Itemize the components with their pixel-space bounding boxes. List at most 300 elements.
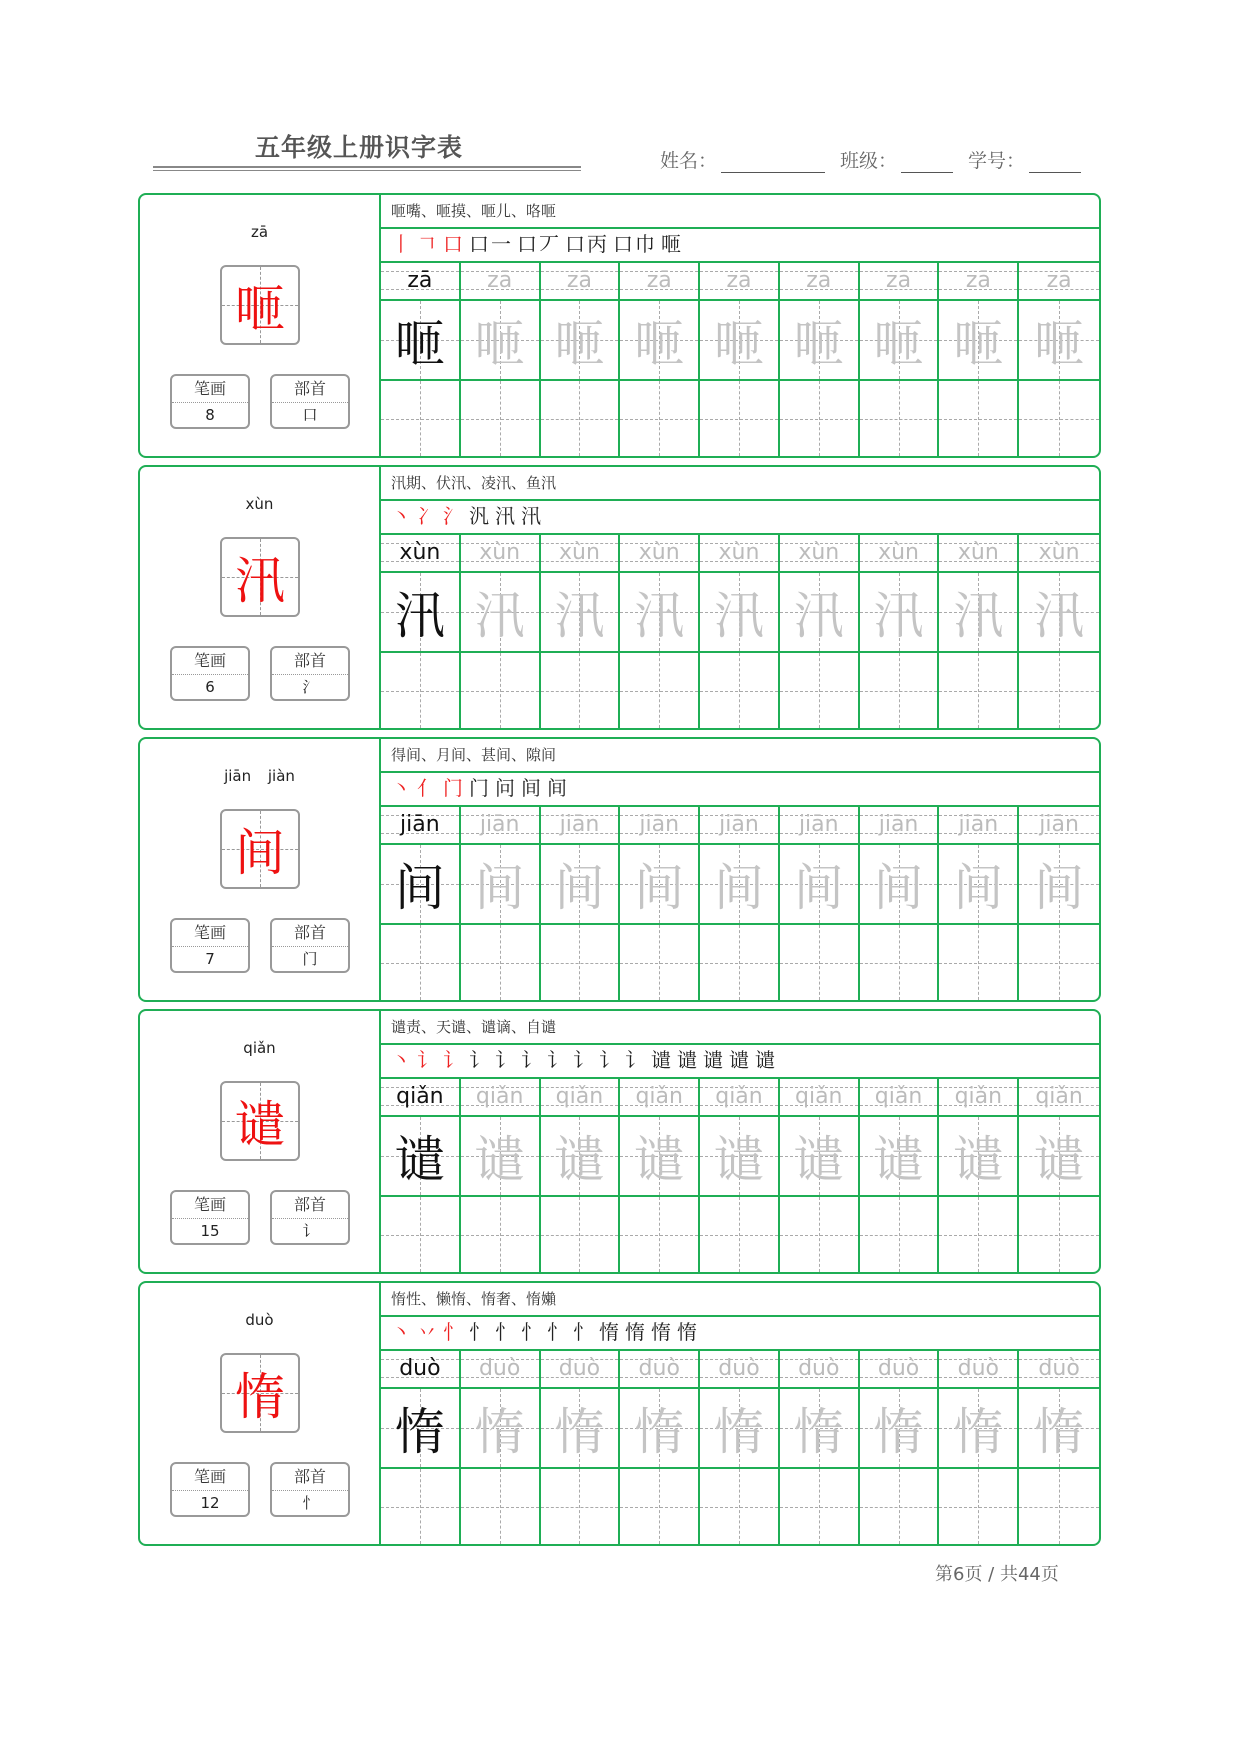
stroke-step: 亻 (417, 776, 439, 800)
radical-box (270, 374, 350, 429)
main-char: 间 (235, 824, 285, 882)
trace-char: 间 (394, 859, 445, 917)
radical-box (270, 918, 350, 973)
trace-char: 间 (634, 859, 685, 917)
trace-char: 间 (873, 859, 924, 917)
stroke-count-value: 15 (200, 1222, 220, 1240)
trace-char: 咂 (474, 315, 525, 373)
practice-cell[interactable] (381, 381, 461, 456)
trace-cell (1019, 573, 1099, 653)
pinyin-cell (860, 261, 940, 301)
trace-cell (860, 301, 940, 381)
trace-cell (381, 1389, 461, 1469)
pinyin-text: duò (478, 1355, 521, 1381)
stroke-step: 谴 (677, 1048, 699, 1072)
practice-cell[interactable] (780, 1469, 860, 1544)
stroke-step: 问 (495, 776, 517, 800)
stroke-count-value: 8 (205, 406, 215, 424)
trace-cell (860, 845, 940, 925)
practice-cell[interactable] (541, 925, 621, 1000)
trace-char: 咂 (554, 315, 605, 373)
trace-cell (541, 1389, 621, 1469)
stroke-step: 间 (547, 776, 569, 800)
stroke-step: 讠 (469, 1048, 491, 1072)
trace-char: 汛 (713, 587, 764, 645)
stroke-step: 讠 (599, 1048, 621, 1072)
stroke-step: 口丙 (565, 232, 609, 256)
practice-cell[interactable] (1019, 1469, 1099, 1544)
stroke-order (381, 1315, 1099, 1351)
stroke-order (381, 499, 1099, 535)
radical-value: 氵 (302, 678, 318, 696)
stroke-order (381, 227, 1099, 263)
char-info-panel (140, 1283, 381, 1544)
main-char: 咂 (235, 280, 285, 338)
trace-char: 谴 (873, 1131, 924, 1189)
char-info-panel (140, 1011, 381, 1272)
stroke-step: 惰 (651, 1320, 673, 1344)
practice-cell[interactable] (620, 1469, 700, 1544)
pinyin-cell (860, 805, 940, 845)
name-blank[interactable] (721, 152, 825, 173)
stroke-count-value: 6 (205, 678, 215, 696)
stroke-step: 讠 (573, 1048, 595, 1072)
pinyin-cell (1019, 1077, 1099, 1117)
practice-cell[interactable] (541, 653, 621, 728)
practice-cell[interactable] (461, 1469, 541, 1544)
stroke-count-box (170, 918, 250, 973)
trace-cell (620, 573, 700, 653)
stroke-step: 丷 (417, 1320, 439, 1344)
stroke-step: 忄 (521, 1320, 543, 1344)
pinyin-cell (620, 261, 700, 301)
trace-cell (541, 845, 621, 925)
trace-char: 咂 (713, 315, 764, 373)
trace-char: 谴 (554, 1131, 605, 1189)
stroke-step: 丶 (391, 504, 413, 528)
trace-cell (700, 573, 780, 653)
pinyin-cell (939, 1349, 1019, 1389)
pinyin-cell (780, 1349, 860, 1389)
practice-cell[interactable] (700, 1469, 780, 1544)
trace-char: 间 (713, 859, 764, 917)
practice-cell[interactable] (1019, 381, 1099, 456)
pinyin-cell (939, 261, 1019, 301)
pinyin-cell (860, 1349, 940, 1389)
practice-cell[interactable] (860, 1469, 940, 1544)
trace-cell (939, 301, 1019, 381)
trace-cell (620, 301, 700, 381)
pinyin-text: jiān (1039, 811, 1079, 837)
trace-char: 惰 (474, 1403, 525, 1461)
trace-cell (1019, 301, 1099, 381)
example-words: 汛期、伏汛、凌汛、鱼汛 (381, 467, 1099, 501)
stroke-step: 汛 (521, 504, 543, 528)
practice-cell[interactable] (541, 1469, 621, 1544)
trace-cell (461, 845, 541, 925)
stroke-count-value: 7 (205, 950, 215, 968)
trace-cell (700, 301, 780, 381)
practice-cell[interactable] (381, 653, 461, 728)
pinyin-text: zā (407, 267, 433, 293)
practice-cell[interactable] (381, 1469, 461, 1544)
char-pinyin: zā (250, 223, 269, 241)
trace-cell (780, 1117, 860, 1197)
stroke-step: 口 (443, 232, 465, 256)
pinyin-text: duò (638, 1355, 680, 1381)
practice-cell[interactable] (700, 925, 780, 1000)
stroke-step: 𠃍 (417, 232, 439, 256)
trace-char: 惰 (953, 1403, 1004, 1461)
trace-char: 咂 (634, 315, 685, 373)
trace-char: 谴 (394, 1131, 445, 1189)
pinyin-cell (780, 533, 860, 573)
stroke-step: 丨 (391, 232, 413, 256)
pinyin-text: jiān (639, 811, 680, 837)
pinyin-text: xùn (558, 539, 600, 565)
practice-cell[interactable] (461, 925, 541, 1000)
pinyin-cell (381, 261, 461, 301)
stroke-step: 惰 (677, 1320, 699, 1344)
pinyin-text: zā (1046, 267, 1072, 293)
trace-cell (620, 1117, 700, 1197)
stroke-count-box (170, 374, 250, 429)
stroke-step: 忄 (495, 1320, 517, 1344)
pinyin-text: zā (487, 267, 513, 293)
stroke-step: 咂 (661, 232, 683, 256)
pinyin-text: duò (798, 1355, 840, 1381)
trace-char: 惰 (873, 1403, 924, 1461)
trace-cell (1019, 1389, 1099, 1469)
example-words: 惰性、懒惰、惰奢、惰嬾 (381, 1283, 1099, 1317)
character-card (138, 737, 1101, 1002)
trace-char: 谴 (1034, 1131, 1085, 1189)
trace-cell (381, 1117, 461, 1197)
pinyin-cell (780, 805, 860, 845)
main-char: 惰 (235, 1368, 285, 1426)
practice-panel (381, 1011, 1099, 1272)
practice-cell[interactable] (860, 1197, 940, 1272)
trace-cell (860, 1117, 940, 1197)
id-blank[interactable] (1029, 152, 1081, 173)
pinyin-cell (860, 1077, 940, 1117)
stroke-count-label: 笔画 (172, 648, 248, 675)
stroke-step: 门 (443, 776, 465, 800)
trace-cell (700, 845, 780, 925)
stroke-step: 惰 (625, 1320, 647, 1344)
stroke-step: 讠 (521, 1048, 543, 1072)
pinyin-text: zā (886, 267, 912, 293)
char-pinyin: duò (245, 1311, 274, 1329)
example-words: 谴责、天谴、谴谪、自谴 (381, 1011, 1099, 1045)
id-label: 学号： (968, 150, 1026, 172)
pinyin-text: duò (1038, 1355, 1080, 1381)
char-box (220, 265, 300, 345)
main-char: 汛 (235, 552, 285, 610)
pinyin-text: qiǎn (795, 1083, 843, 1109)
title-underline-thin (153, 170, 581, 171)
stroke-step: 口巾 (613, 232, 657, 256)
practice-cell[interactable] (1019, 925, 1099, 1000)
stroke-step: 门 (469, 776, 491, 800)
trace-cell (939, 1389, 1019, 1469)
trace-char: 汛 (634, 587, 685, 645)
pinyin-cell (381, 1349, 461, 1389)
practice-cell[interactable] (700, 381, 780, 456)
practice-cell[interactable] (700, 1197, 780, 1272)
trace-cell (780, 301, 860, 381)
stroke-step: 汎 (469, 504, 491, 528)
stroke-count-label: 笔画 (172, 920, 248, 947)
pinyin-text: jiān (559, 811, 600, 837)
trace-char: 咂 (394, 315, 445, 373)
radical-label: 部首 (272, 1464, 348, 1491)
practice-cell[interactable] (860, 381, 940, 456)
practice-cell[interactable] (1019, 653, 1099, 728)
practice-grid (381, 1349, 1099, 1544)
stroke-step: 谴 (729, 1048, 751, 1072)
practice-cell[interactable] (461, 1197, 541, 1272)
trace-char: 汛 (953, 587, 1004, 645)
stroke-step: 谴 (651, 1048, 673, 1072)
pinyin-cell (700, 533, 780, 573)
trace-char: 咂 (953, 315, 1004, 373)
pinyin-cell (1019, 533, 1099, 573)
pinyin-cell (541, 261, 621, 301)
practice-cell[interactable] (620, 925, 700, 1000)
practice-cell[interactable] (541, 1197, 621, 1272)
pinyin-cell (381, 1077, 461, 1117)
pinyin-cell (939, 1077, 1019, 1117)
trace-char: 惰 (394, 1403, 445, 1461)
stroke-step: 忄 (443, 1320, 465, 1344)
practice-grid (381, 805, 1099, 1000)
pinyin-cell (700, 1077, 780, 1117)
pinyin-text: zā (726, 267, 752, 293)
stroke-step: 忄 (573, 1320, 595, 1344)
char-box (220, 809, 300, 889)
id-field[interactable] (968, 146, 1081, 173)
pinyin-cell (780, 261, 860, 301)
pinyin-text: qiǎn (396, 1083, 444, 1109)
character-card (138, 1009, 1101, 1274)
practice-cell[interactable] (939, 653, 1019, 728)
pinyin-cell (939, 533, 1019, 573)
char-info-panel (140, 195, 381, 456)
stroke-step: 丶 (391, 1320, 413, 1344)
practice-cell[interactable] (780, 381, 860, 456)
radical-value: 口 (302, 406, 318, 424)
pinyin-text: xùn (399, 539, 441, 565)
stroke-step: 丶 (391, 1048, 413, 1072)
pinyin-cell (939, 805, 1019, 845)
pinyin-text: duò (399, 1355, 441, 1381)
practice-cell[interactable] (381, 1197, 461, 1272)
radical-label: 部首 (272, 920, 348, 947)
stroke-step: 谴 (703, 1048, 725, 1072)
pinyin-text: xùn (638, 539, 680, 565)
pinyin-text: jiān (479, 811, 520, 837)
char-box (220, 537, 300, 617)
char-box (220, 1353, 300, 1433)
practice-cell[interactable] (780, 925, 860, 1000)
trace-cell (780, 845, 860, 925)
pinyin-cell (461, 533, 541, 573)
pinyin-text: qiǎn (1035, 1083, 1083, 1109)
trace-char: 汛 (394, 587, 445, 645)
name-label: 姓名： (660, 150, 718, 172)
pinyin-text: jiān (958, 811, 999, 837)
name-field[interactable] (660, 146, 825, 173)
pinyin-text: qiǎn (715, 1083, 763, 1109)
trace-cell (700, 1389, 780, 1469)
practice-cell[interactable] (620, 381, 700, 456)
trace-char: 惰 (634, 1403, 685, 1461)
trace-cell (860, 573, 940, 653)
stroke-step: 讠 (547, 1048, 569, 1072)
pinyin-text: xùn (479, 539, 521, 565)
stroke-step: 忄 (547, 1320, 569, 1344)
stroke-step: 讠 (495, 1048, 517, 1072)
pinyin-text: xùn (878, 539, 919, 565)
pinyin-cell (860, 533, 940, 573)
pinyin-text: duò (558, 1355, 601, 1381)
practice-cell[interactable] (780, 653, 860, 728)
stroke-step: 口一 (469, 232, 513, 256)
trace-cell (461, 1117, 541, 1197)
practice-cell[interactable] (939, 1197, 1019, 1272)
pinyin-text: qiǎn (874, 1083, 923, 1109)
radical-label: 部首 (272, 376, 348, 403)
class-field[interactable] (840, 146, 953, 173)
trace-char: 间 (1034, 859, 1085, 917)
pinyin-text: duò (957, 1355, 1000, 1381)
pinyin-cell (1019, 261, 1099, 301)
pinyin-cell (700, 1349, 780, 1389)
practice-cell[interactable] (700, 653, 780, 728)
pinyin-text: xùn (957, 539, 999, 565)
practice-cell[interactable] (620, 1197, 700, 1272)
pinyin-cell (541, 805, 621, 845)
pinyin-text: zā (566, 267, 592, 293)
radical-value: 讠 (302, 1222, 318, 1240)
trace-char: 间 (953, 859, 1004, 917)
character-card (138, 1281, 1101, 1546)
trace-char: 惰 (554, 1403, 605, 1461)
stroke-count-label: 笔画 (172, 1192, 248, 1219)
trace-char: 汛 (793, 587, 844, 645)
char-info-panel (140, 467, 381, 728)
stroke-step: 惰 (599, 1320, 621, 1344)
practice-panel (381, 467, 1099, 728)
pinyin-text: zā (646, 267, 672, 293)
pinyin-text: xùn (718, 539, 760, 565)
practice-cell[interactable] (780, 1197, 860, 1272)
pinyin-cell (541, 1349, 621, 1389)
trace-char: 咂 (873, 315, 924, 373)
pinyin-cell (461, 1077, 541, 1117)
practice-cell[interactable] (620, 653, 700, 728)
trace-cell (541, 573, 621, 653)
trace-cell (620, 1389, 700, 1469)
trace-cell (381, 573, 461, 653)
pinyin-cell (461, 261, 541, 301)
stroke-order (381, 771, 1099, 807)
pinyin-cell (780, 1077, 860, 1117)
pinyin-text: xùn (798, 539, 840, 565)
stroke-step: 氵 (443, 504, 465, 528)
trace-char: 惰 (713, 1403, 764, 1461)
trace-char: 谴 (634, 1131, 685, 1189)
pinyin-cell (381, 805, 461, 845)
trace-char: 汛 (1034, 587, 1085, 645)
stroke-step: 讠 (417, 1048, 439, 1072)
practice-cell[interactable] (1019, 1197, 1099, 1272)
pinyin-cell (1019, 1349, 1099, 1389)
radical-label: 部首 (272, 1192, 348, 1219)
title-underline (153, 166, 581, 168)
example-words: 咂嘴、咂摸、咂儿、咯咂 (381, 195, 1099, 229)
trace-char: 咂 (793, 315, 844, 373)
practice-cell[interactable] (381, 925, 461, 1000)
pinyin-text: jiān (400, 811, 440, 837)
pinyin-cell (461, 805, 541, 845)
practice-cell[interactable] (939, 925, 1019, 1000)
stroke-step: 汛 (495, 504, 517, 528)
main-char: 谴 (235, 1096, 285, 1154)
trace-cell (1019, 1117, 1099, 1197)
radical-value: 门 (302, 950, 318, 968)
class-blank[interactable] (901, 152, 953, 173)
trace-char: 谴 (793, 1131, 844, 1189)
practice-grid (381, 1077, 1099, 1272)
stroke-count-box (170, 646, 250, 701)
class-label: 班级： (840, 150, 898, 172)
pinyin-cell (620, 805, 700, 845)
pinyin-cell (620, 1077, 700, 1117)
pinyin-cell (700, 805, 780, 845)
trace-cell (461, 1389, 541, 1469)
char-pinyin: xùn (245, 495, 274, 513)
practice-cell[interactable] (939, 1469, 1019, 1544)
example-words: 得间、月间、甚间、隙间 (381, 739, 1099, 773)
trace-cell (939, 845, 1019, 925)
trace-char: 间 (474, 859, 525, 917)
trace-char: 间 (554, 859, 605, 917)
practice-cell[interactable] (461, 381, 541, 456)
trace-char: 惰 (793, 1403, 844, 1461)
radical-label: 部首 (272, 648, 348, 675)
pinyin-cell (700, 261, 780, 301)
practice-cell[interactable] (461, 653, 541, 728)
trace-cell (620, 845, 700, 925)
pinyin-text: jiān (719, 811, 759, 837)
trace-char: 汛 (554, 587, 605, 645)
practice-cell[interactable] (860, 653, 940, 728)
pinyin-cell (541, 533, 621, 573)
pinyin-text: qiǎn (635, 1083, 683, 1109)
trace-char: 谴 (713, 1131, 764, 1189)
trace-cell (939, 1117, 1019, 1197)
trace-cell (541, 1117, 621, 1197)
page-title: 五年级上册识字表 (255, 133, 464, 162)
practice-panel (381, 739, 1099, 1000)
practice-cell[interactable] (541, 381, 621, 456)
practice-cell[interactable] (939, 381, 1019, 456)
stroke-step: 讠 (443, 1048, 465, 1072)
stroke-order (381, 1043, 1099, 1079)
practice-cell[interactable] (860, 925, 940, 1000)
